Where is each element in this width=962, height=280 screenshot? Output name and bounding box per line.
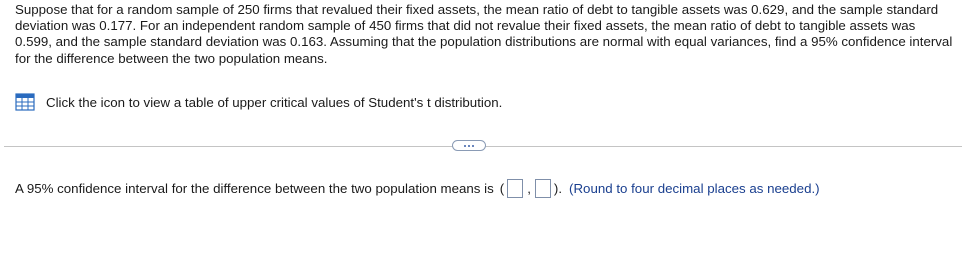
ellipsis-icon <box>464 145 474 147</box>
lower-bound-input[interactable] <box>507 179 523 198</box>
table-icon[interactable] <box>15 92 35 112</box>
upper-bound-input[interactable] <box>535 179 551 198</box>
t-table-link-label[interactable]: Click the icon to view a table of upper critical values of Student's t distribution. <box>46 94 503 110</box>
answer-line <box>15 179 820 198</box>
t-table-link[interactable] <box>15 92 502 112</box>
problem-statement: Suppose that for a random sample of 250 firms that revalued their fixed assets, the mean ratio of debt to tangible assets was 0.629, and the sample standard deviation was 0.177. For an independent random sample of 450 firms that did not revalue their fixed assets, the mean ratio of debt to tangible assets was 0.599, and the sample standard deviation was 0.163. Assuming that the population distributions are normal with equal variances, find a 95% confidence interval for the difference between the two population means. <box>15 2 953 66</box>
open-paren: ( <box>499 181 505 196</box>
rounding-hint: (Round to four decimal places as needed.) <box>569 181 820 196</box>
close-paren: ). <box>553 181 563 196</box>
answer-prompt: A 95% confidence interval for the difference between the two population means is <box>15 181 494 196</box>
separator-comma: , <box>527 181 531 196</box>
expand-button[interactable] <box>452 140 486 151</box>
